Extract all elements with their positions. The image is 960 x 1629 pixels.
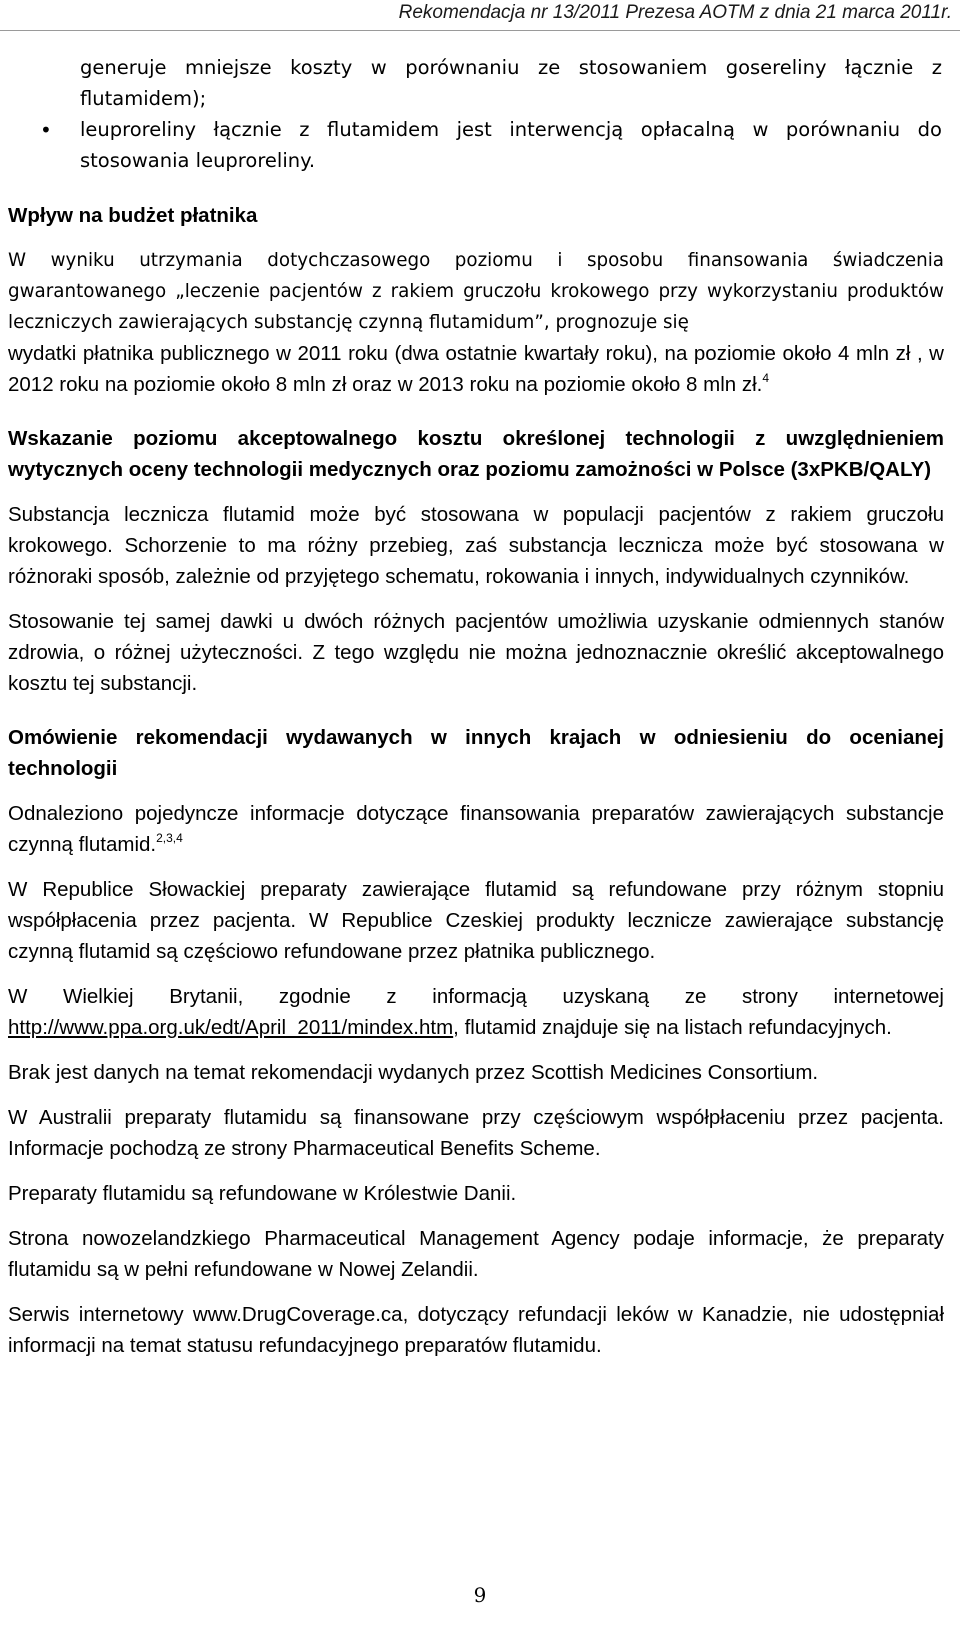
scotland-paragraph: Brak jest danych na temat rekomendacji wydanych przez Scottish Medicines Consortium. — [8, 1061, 819, 1084]
uk-text: W Wielkiej Brytanii, zgodnie z informacją uzyskaną ze strony internetowej — [8, 985, 944, 1008]
footnote-ref: 4 — [762, 371, 770, 385]
ppa-link[interactable]: http://www.ppa.org.uk/edt/April_2011/mindex.htm — [8, 1016, 454, 1039]
running-header: Rekomendacja nr 13/2011 Prezesa AOTM z dnia 21 marca 2011r. — [398, 2, 952, 23]
budget-text: W wyniku utrzymania dotychczasowego poziomu i sposobu finansowania świadczenia gwarantowanego „leczenie pacjentów z rakiem gruczołu krokowego przy wykorzystaniu produktów leczniczych zawierających substancję czynną flutamidum”, prognozuje się — [8, 250, 944, 333]
section-heading-budget: Wpływ na budżet płatnika — [8, 204, 258, 227]
canada-paragraph: Serwis internetowy www.DrugCoverage.ca, dotyczący refundacji leków w Kanadzie, nie udostępniał informacji na temat statusu refundacyjnego preparatów flutamidu. — [8, 1303, 944, 1357]
section-heading-threshold: Wskazanie poziomu akceptowalnego kosztu określonej technologii z uwzględnieniem wytycznych oceny technologii medycznych oraz poziomu zamożności w Polsce (3xPKB/QALY) — [8, 427, 944, 481]
bullet-icon: • — [40, 118, 52, 142]
header-divider — [0, 30, 960, 31]
footnote-ref: 2,3,4 — [156, 831, 183, 845]
budget-paragraph — [8, 245, 944, 338]
bullet-item-continued: generuje mniejsze koszty w porównaniu ze stosowaniem gosereliny łącznie z flutamidem); — [80, 56, 942, 110]
budget-paragraph-cont — [8, 338, 944, 400]
section-heading-other-countries: Omówienie rekomendacji wydawanych w innych krajach w odniesieniu do ocenianej technologii — [8, 726, 944, 780]
australia-paragraph: W Australii preparaty flutamidu są finansowane przy częściowym współpłaceniu przez pacjenta. Informacje pochodzą ze strony Pharmaceutical Benefits Scheme. — [8, 1106, 944, 1160]
slovakia-paragraph: W Republice Słowackiej preparaty zawierające flutamid są refundowane przy różnym stopniu współpłacenia przez pacjenta. W Republice Czeskiej produkty lecznicze zawierające substancję czynną flutamid są częściowo refundowane przez płatnika publicznego. — [8, 878, 944, 963]
main-content — [8, 200, 944, 1361]
bullet-list — [80, 52, 942, 176]
other-countries-intro — [8, 798, 944, 860]
threshold-paragraph-2: Stosowanie tej samej dawki u dwóch różnych pacjentów umożliwia uzyskanie odmiennych stanów zdrowia, o różnej użyteczności. Z tego względu nie można jednoznacznie określić akceptowalnego kosztu tej substancji. — [8, 610, 944, 695]
bullet-item: leuproreliny łącznie z flutamidem jest interwencją opłacalną w porównaniu do stosowania leuproreliny. — [80, 118, 942, 172]
denmark-paragraph: Preparaty flutamidu są refundowane w Królestwie Danii. — [8, 1182, 517, 1205]
budget-text-cont: wydatki płatnika publicznego w 2011 roku (dwa ostatnie kwartały roku), na poziomie około 4 mln zł , w 2012 roku na poziomie około 8 mln zł oraz w 2013 roku na poziomie około 8 mln zł. — [8, 342, 944, 396]
uk-text-after: , flutamid znajduje się na listach refundacyjnych. — [453, 1016, 892, 1039]
intro-text: Odnaleziono pojedyncze informacje dotyczące finansowania preparatów zawierających substancje czynną flutamid. — [8, 802, 944, 856]
new-zealand-paragraph: Strona nowozelandzkiego Pharmaceutical Management Agency podaje informacje, że preparaty flutamidu są w pełni refundowane w Nowej Zelandii. — [8, 1227, 944, 1281]
uk-paragraph — [8, 981, 944, 1043]
page-number: 9 — [473, 1583, 487, 1607]
threshold-paragraph-1: Substancja lecznicza flutamid może być stosowana w populacji pacjentów z rakiem gruczołu krokowego. Schorzenie to ma różny przebieg, zaś substancja lecznicza może być stosowana w różnoraki sposób, zależnie od przyjętego schematu, rokowania i innych, indywidualnych czynników. — [8, 503, 944, 588]
